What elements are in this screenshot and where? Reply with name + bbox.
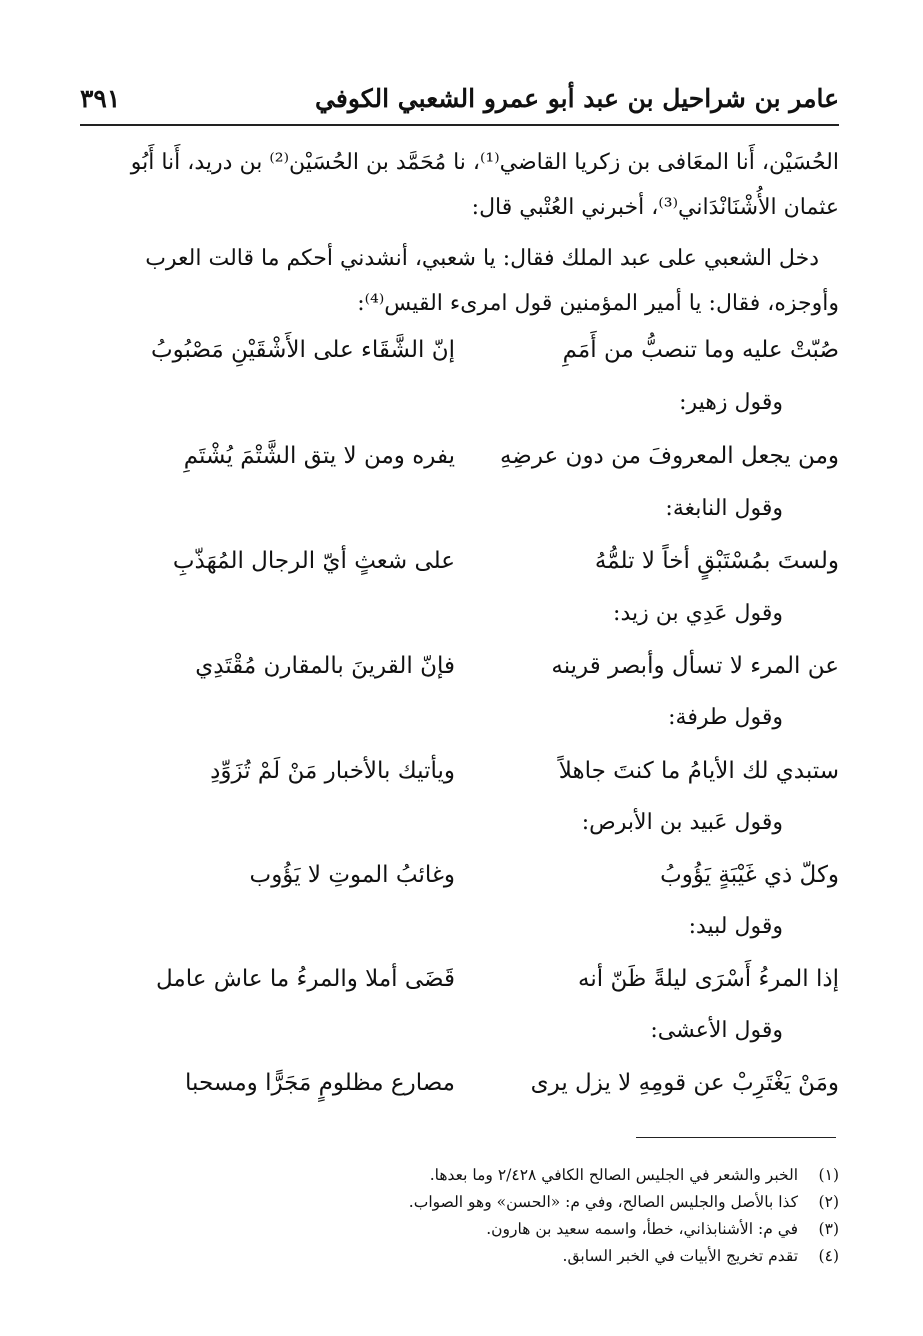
verse-second-hemistich: يفره ومن لا يتق الشَّتْمَ يُشْتَمِ — [183, 443, 455, 469]
verse-second-hemistich: مصارع مظلومٍ مَجَرًّا ومسحبا — [185, 1070, 455, 1096]
footnote-number: (١) — [818, 1166, 839, 1184]
footnote-separator — [636, 1137, 836, 1138]
footnotes — [80, 1166, 839, 1274]
verse-line — [80, 548, 839, 592]
footnote — [80, 1193, 839, 1220]
verse-first-hemistich: ومَنْ يَغْتَرِبْ عن قومِهِ لا يزل يرى — [530, 1070, 839, 1096]
paragraph-narrative — [80, 236, 839, 326]
verse-line — [80, 653, 839, 697]
paragraph-line: الحُسَيْن، أَنا المعَافى بن زكريا القاضي⁽¹⁾، نا مُحَمَّد بن الحُسَيْن⁽²⁾ بن دريد، أَنا أَبُو — [130, 150, 839, 175]
verse-first-hemistich: وكلّ ذي غَيْبَةٍ يَؤُوبُ — [660, 862, 839, 888]
verse-attribution: وقول عَبيد بن الأبرص: — [581, 810, 783, 835]
verse-first-hemistich: عن المرء لا تسأل وأبصر قرينه — [551, 653, 839, 679]
verse-attribution: وقول لبيد: — [688, 914, 783, 939]
verse-second-hemistich: ويأتيك بالأخبار مَنْ لَمْ تُزَوِّدِ — [210, 758, 455, 784]
verse-line — [80, 966, 839, 1010]
verse-first-hemistich: ومن يجعل المعروفَ من دون عرضِهِ — [499, 443, 839, 469]
footnote-number: (٤) — [818, 1247, 839, 1265]
footnote-number: (٣) — [818, 1220, 839, 1238]
verse-first-hemistich: ولستَ بمُسْتَبْقٍ أخاً لا تلمُّهُ — [594, 548, 839, 574]
paragraph-isnad — [80, 140, 839, 230]
verse-first-hemistich: إذا المرءُ أَسْرَى ليلةً ظَنّ أنه — [578, 966, 839, 992]
verse-second-hemistich: قَضَى أملا والمرءُ ما عاش عامل — [155, 966, 455, 992]
verse-attribution: وقول طرفة: — [668, 705, 783, 730]
verse-second-hemistich: فإنّ القرينَ بالمقارن مُقْتَدِي — [195, 653, 455, 679]
footnote-text: كذا بالأصل والجليس الصالح، وفي م: «الحسن» وهو الصواب. — [408, 1193, 799, 1211]
verse-attribution: وقول عَدِي بن زيد: — [613, 601, 783, 626]
footnote — [80, 1166, 839, 1193]
header-rule — [80, 124, 839, 126]
footnote-text: تقدم تخريج الأبيات في الخبر السابق. — [562, 1247, 799, 1265]
footnote-text: الخبر والشعر في الجليس الصالح الكافي ٢/٤٢٨ وما بعدها. — [429, 1166, 799, 1184]
paragraph-line: عثمان الأُشْنَانْدَاني⁽³⁾، أخبرني العُتْبي قال: — [471, 195, 839, 220]
verse-second-hemistich: إنّ الشَّقَاء على الأَشْقَيْنِ مَصْبُوبُ — [150, 337, 455, 363]
paragraph-line: وأوجزه، فقال: يا أمير المؤمنين قول امرىء القيس⁽⁴⁾: — [357, 291, 839, 316]
verse-first-hemistich: ستبدي لك الأيامُ ما كنتَ جاهلاً — [558, 758, 839, 784]
verse-line — [80, 758, 839, 802]
verse-line — [80, 1070, 839, 1114]
verse-second-hemistich: وغائبُ الموتِ لا يَؤُوب — [249, 862, 455, 888]
verse-line — [80, 862, 839, 906]
running-title: عامر بن شراحيل بن عبد أبو عمرو الشعبي الكوفي — [315, 84, 839, 113]
verse-attribution: وقول النابغة: — [665, 496, 783, 521]
verse-line — [80, 337, 839, 381]
verse-line — [80, 443, 839, 487]
page-number: ٣٩١ — [80, 84, 121, 113]
verse-attribution: وقول الأعشى: — [650, 1018, 783, 1043]
verse-first-hemistich: صُبّتْ عليه وما تنصبُّ من أَمَمِ — [562, 337, 839, 363]
page-header — [80, 80, 839, 120]
footnote — [80, 1220, 839, 1247]
verse-attribution: وقول زهير: — [679, 390, 783, 415]
footnote-text: في م: الأشنابذاني، خطأ، واسمه سعيد بن هارون. — [486, 1220, 799, 1238]
verse-second-hemistich: على شعثٍ أيّ الرجال المُهَذّبِ — [172, 548, 455, 574]
footnote-number: (٢) — [818, 1193, 839, 1211]
footnote — [80, 1247, 839, 1274]
paragraph-line: دخل الشعبي على عبد الملك فقال: يا شعبي، أنشدني أحكم ما قالت العرب — [145, 246, 819, 271]
